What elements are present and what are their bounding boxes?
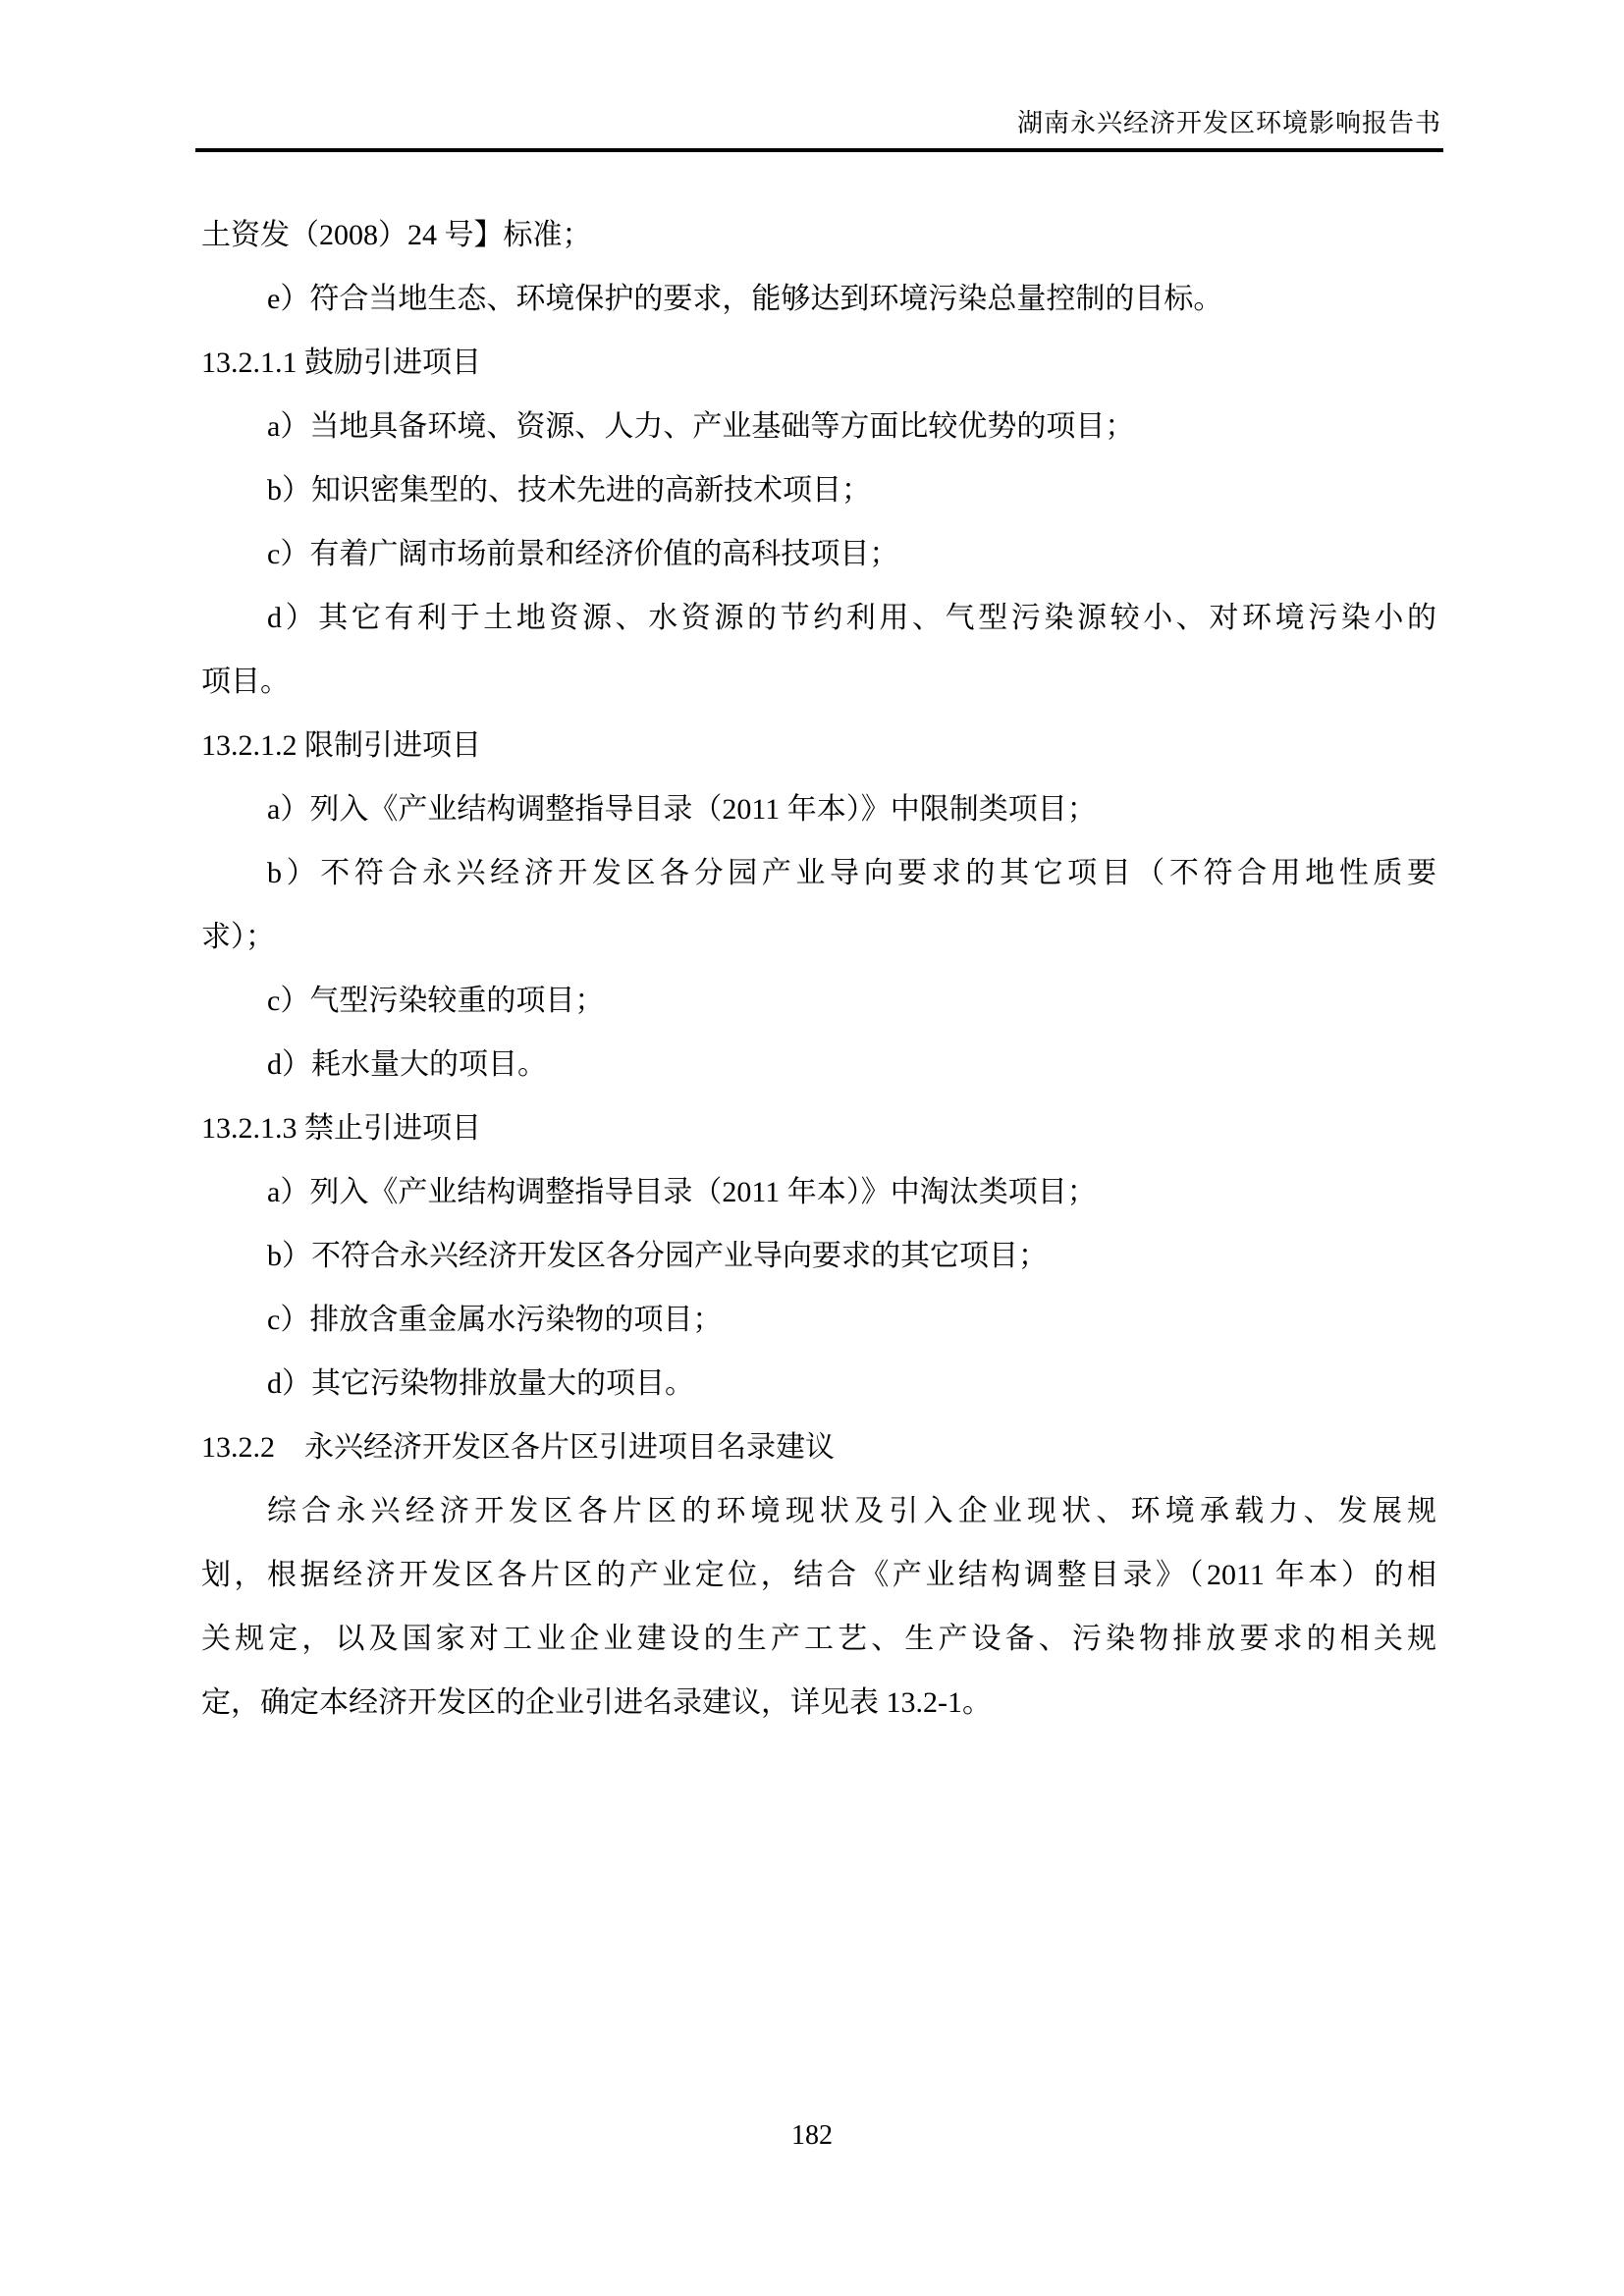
text-line: b）不符合永兴经济开发区各分园产业导向要求的其它项目；: [267, 1240, 1048, 1272]
text-line: 关规定，以及国家对工业企业建设的生产工艺、生产设备、污染物排放要求的相关规: [201, 1623, 1436, 1655]
section-heading: 13.2.1.1 鼓励引进项目: [201, 347, 481, 379]
text-line: c）排放含重金属水污染物的项目；: [267, 1304, 723, 1336]
header-title: 湖南永兴经济开发区环境影响报告书: [1016, 109, 1441, 137]
text-line: 土资发（2008）24 号】标准；: [201, 219, 592, 251]
text-line: d）其它污染物排放量大的项目。: [267, 1367, 694, 1400]
text-line: 求）；: [201, 921, 275, 953]
text-line: a）列入《产业结构调整指导目录（2011 年本）》中淘汰类项目；: [267, 1176, 1097, 1208]
text-line: b）知识密集型的、技术先进的高新技术项目；: [267, 474, 871, 507]
text-line: 项目。: [201, 666, 290, 698]
text-line: a）当地具备环境、资源、人力、产业基础等方面比较优势的项目；: [267, 410, 1135, 443]
document-body: [201, 203, 1436, 1735]
text-line: d）耗水量大的项目。: [267, 1048, 547, 1081]
text-line: e）符合当地生态、环境保护的要求，能够达到环境污染总量控制的目标。: [267, 283, 1223, 315]
header-divider: [195, 148, 1443, 152]
text-line: 划，根据经济开发区各片区的产业定位，结合《产业结构调整目录》（2011 年本）的相: [201, 1559, 1436, 1591]
page-footer: [0, 2118, 1624, 2154]
text-line: b）不符合永兴经济开发区各分园产业导向要求的其它项目（不符合用地性质要: [267, 857, 1436, 889]
section-heading: 13.2.1.3 禁止引进项目: [201, 1112, 481, 1145]
text-line: d）其它有利于土地资源、水资源的节约利用、气型污染源较小、对环境污染小的: [267, 602, 1436, 634]
page-number: 182: [791, 2120, 833, 2151]
section-heading: 13.2.2 永兴经济开发区各片区引进项目名录建议: [201, 1431, 835, 1464]
text-line: 综合永兴经济开发区各片区的环境现状及引入企业现状、环境承载力、发展规: [267, 1495, 1436, 1527]
section-heading: 13.2.1.2 限制引进项目: [201, 729, 481, 762]
page-header: [201, 106, 1441, 141]
text-line: a）列入《产业结构调整指导目录（2011 年本）》中限制类项目；: [267, 793, 1097, 826]
text-line: c）气型污染较重的项目；: [267, 985, 605, 1017]
text-line: 定，确定本经济开发区的企业引进名录建议，详见表 13.2-1。: [201, 1686, 992, 1719]
text-line: c）有着广阔市场前景和经济价值的高科技项目；: [267, 538, 899, 570]
